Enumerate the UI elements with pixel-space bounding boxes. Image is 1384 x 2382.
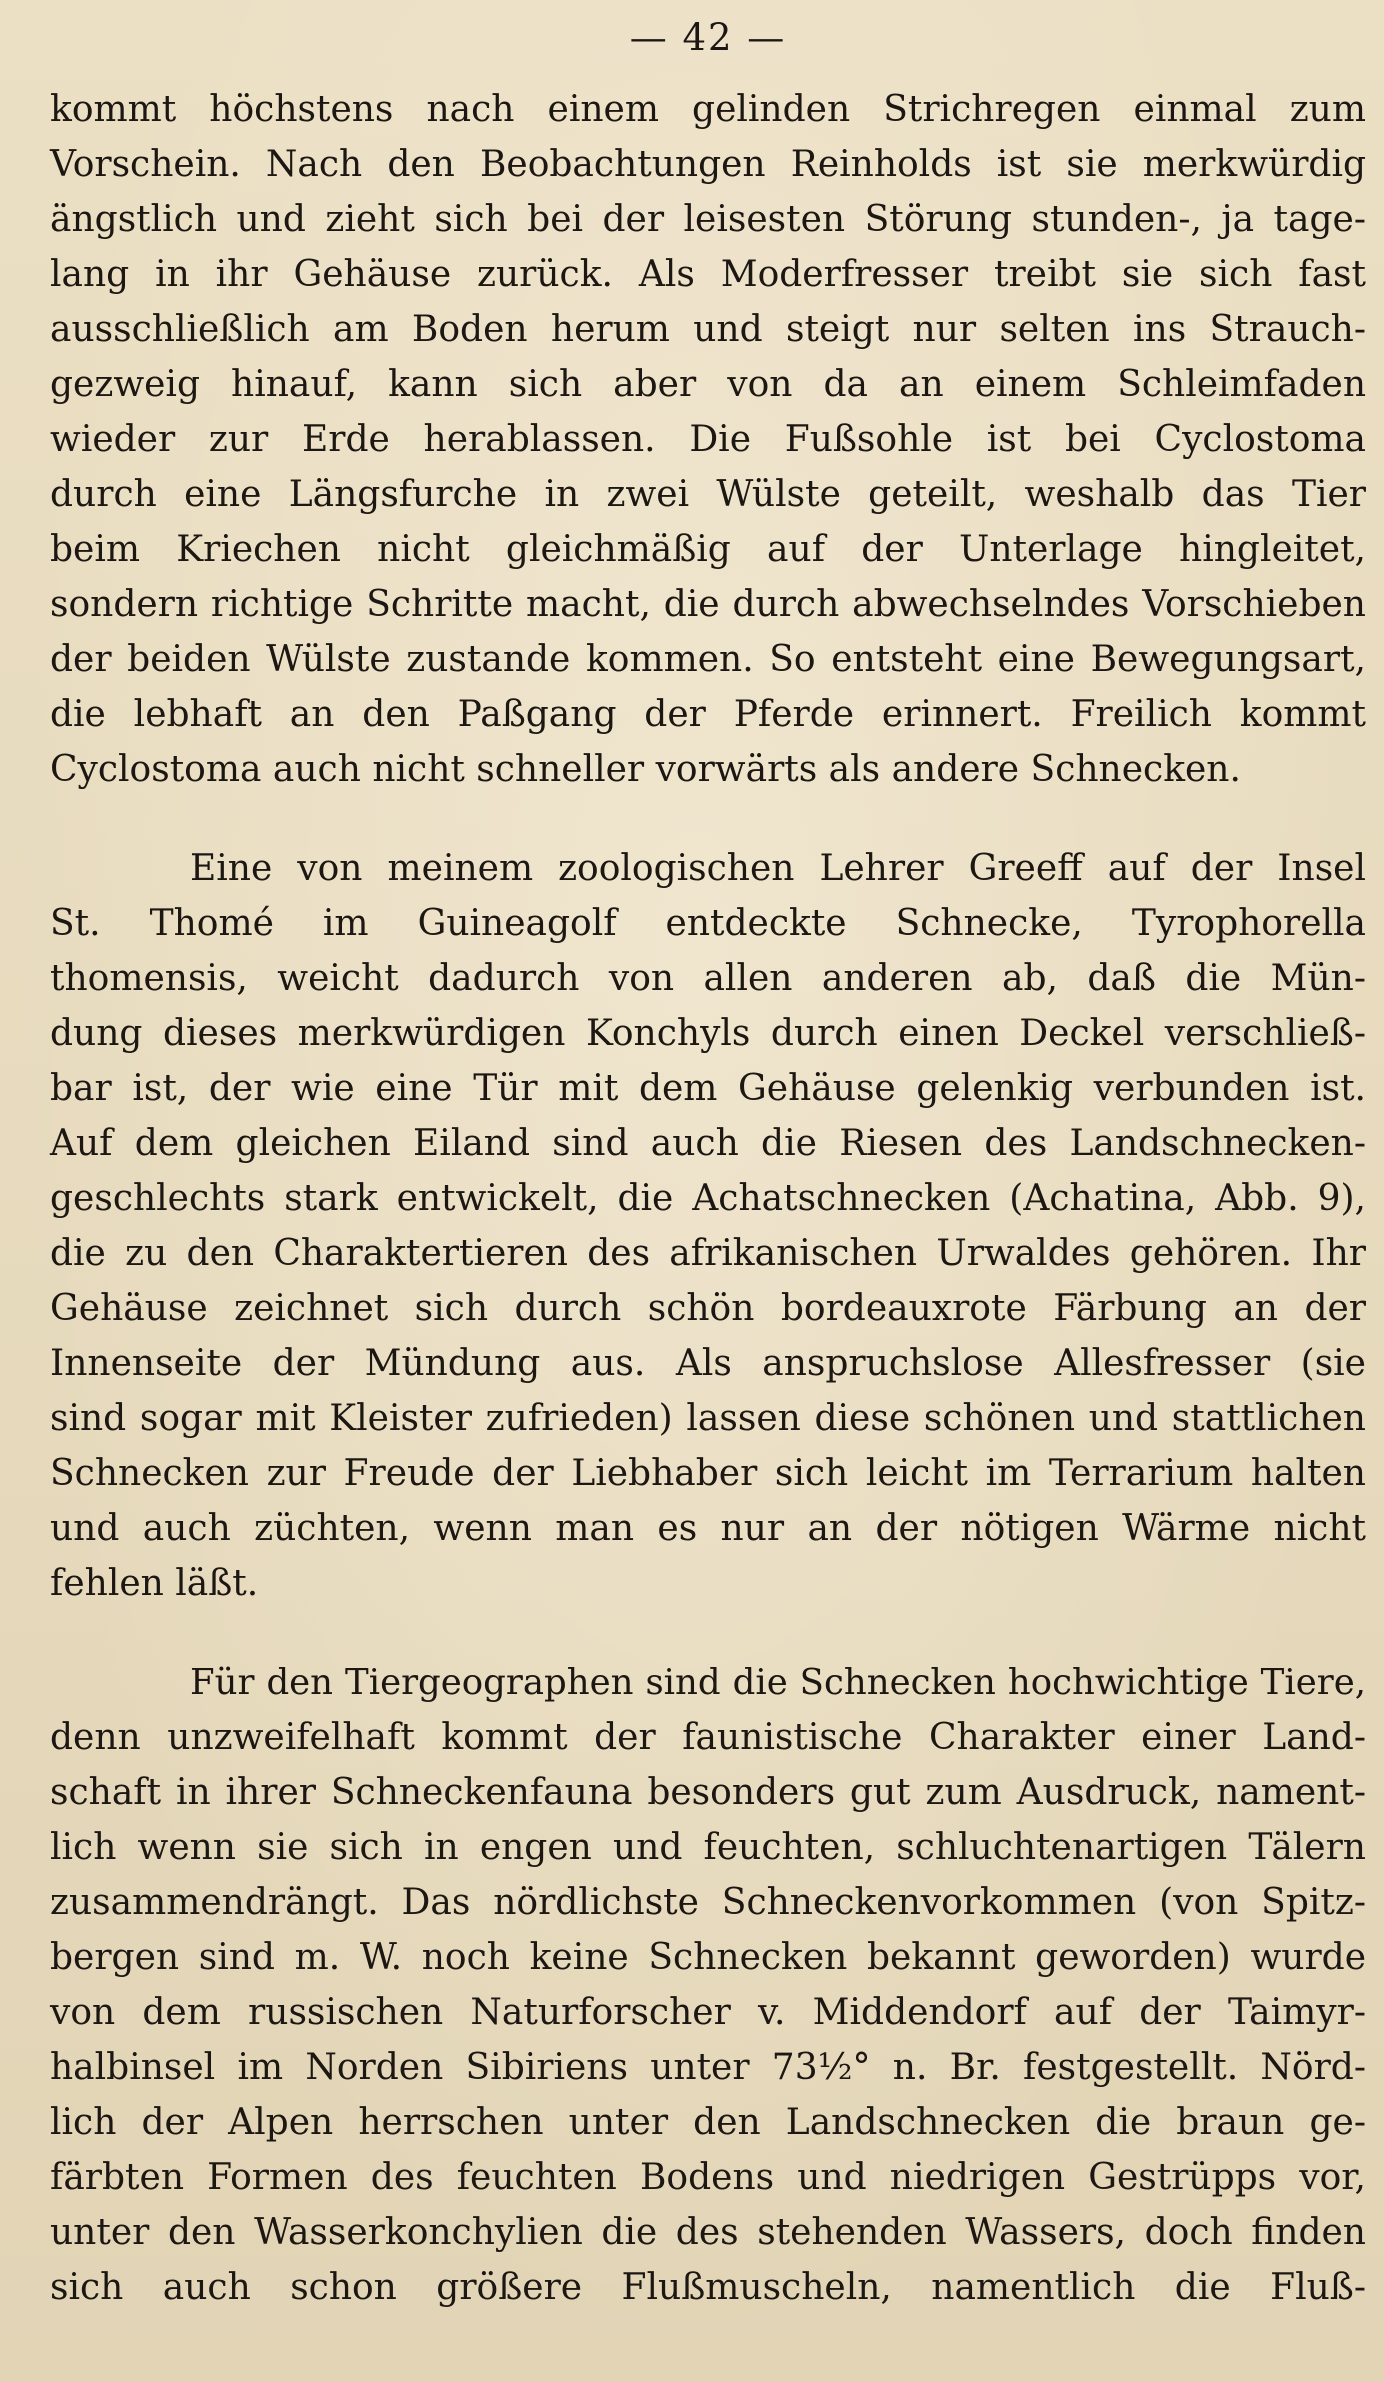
text-line: Eine von meinem zoologischen Lehrer Greeff auf der Insel <box>190 848 1366 889</box>
text-line: unter den Wasserkonchylien die des stehenden Wassers, doch finden <box>50 2212 1366 2253</box>
text-line: lang in ihr Gehäuse zurück. Als Moderfresser treibt sie sich fast <box>50 254 1366 295</box>
text-line: von dem russischen Naturforscher v. Middendorf auf der Taimyr- <box>50 1992 1366 2033</box>
text-line: ausschließlich am Boden herum und steigt nur selten ins Strauch- <box>50 309 1366 350</box>
text-line: die lebhaft an den Paßgang der Pferde erinnert. Freilich kommt <box>50 694 1366 735</box>
text-line: die zu den Charaktertieren des afrikanischen Urwaldes gehören. Ihr <box>50 1233 1366 1274</box>
text-line: gezweig hinauf, kann sich aber von da an einem Schleimfaden <box>50 364 1366 405</box>
text-line: lich der Alpen herrschen unter den Landschnecken die braun ge- <box>50 2102 1366 2143</box>
text-line: lich wenn sie sich in engen und feuchten, schluchtenartigen Tälern <box>50 1827 1366 1868</box>
text-line: schaft in ihrer Schneckenfauna besonders gut zum Ausdruck, nament- <box>50 1772 1366 1813</box>
text-line: beim Kriechen nicht gleichmäßig auf der Unterlage hingleitet, <box>50 529 1366 570</box>
text-line: thomensis, weicht dadurch von allen anderen ab, daß die Mün- <box>50 958 1366 999</box>
text-line: geschlechts stark entwickelt, die Achatschnecken (Achatina, Abb. 9), <box>50 1178 1366 1219</box>
text-line: Vorschein. Nach den Beobachtungen Reinholds ist sie merkwürdig <box>50 144 1366 185</box>
paragraph-1 <box>50 82 1366 797</box>
text-line: sich auch schon größere Flußmuscheln, namentlich die Fluß- <box>50 2267 1366 2308</box>
paragraph-3 <box>50 1655 1366 2315</box>
page-number: — 42 — <box>629 16 787 59</box>
text-line: St. Thomé im Guineagolf entdeckte Schnecke, Tyrophorella <box>50 903 1366 944</box>
text-line: Schnecken zur Freude der Liebhaber sich leicht im Terrarium halten <box>50 1453 1366 1494</box>
text-line: Gehäuse zeichnet sich durch schön bordeauxrote Färbung an der <box>50 1288 1366 1329</box>
text-line: bar ist, der wie eine Tür mit dem Gehäuse gelenkig verbunden ist. <box>50 1068 1366 1109</box>
text-line: halbinsel im Norden Sibiriens unter 73½° n. Br. festgestellt. Nörd- <box>50 2047 1366 2088</box>
paragraph-2 <box>50 841 1366 1611</box>
text-line: fehlen läßt. <box>50 1563 259 1604</box>
text-line: zusammendrängt. Das nördlichste Schneckenvorkommen (von Spitz- <box>50 1882 1366 1923</box>
text-line: durch eine Längsfurche in zwei Wülste geteilt, weshalb das Tier <box>50 474 1366 515</box>
text-line: Für den Tiergeographen sind die Schnecken hochwichtige Tiere, <box>190 1662 1366 1703</box>
text-line: denn unzweifelhaft kommt der faunistische Charakter einer Land- <box>50 1717 1366 1758</box>
text-line: Innenseite der Mündung aus. Als anspruchslose Allesfresser (sie <box>50 1343 1366 1384</box>
text-line: färbten Formen des feuchten Bodens und niedrigen Gestrüpps vor, <box>50 2157 1366 2198</box>
text-line: wieder zur Erde herablassen. Die Fußsohle ist bei Cyclostoma <box>50 419 1366 460</box>
text-line: sondern richtige Schritte macht, die durch abwechselndes Vorschieben <box>50 584 1366 625</box>
text-line: und auch züchten, wenn man es nur an der nötigen Wärme nicht <box>50 1508 1366 1549</box>
text-line: bergen sind m. W. noch keine Schnecken bekannt geworden) wurde <box>50 1937 1366 1978</box>
text-line: dung dieses merkwürdigen Konchyls durch einen Deckel verschließ- <box>50 1013 1366 1054</box>
text-line: sind sogar mit Kleister zufrieden) lassen diese schönen und stattlichen <box>50 1398 1366 1439</box>
text-line: ängstlich und zieht sich bei der leisesten Störung stunden-, ja tage- <box>50 199 1366 240</box>
text-line: Auf dem gleichen Eiland sind auch die Riesen des Landschnecken- <box>50 1123 1366 1164</box>
text-line: Cyclostoma auch nicht schneller vorwärts als andere Schnecken. <box>50 749 1241 790</box>
text-line: kommt höchstens nach einem gelinden Strichregen einmal zum <box>50 89 1366 130</box>
text-line: der beiden Wülste zustande kommen. So entsteht eine Bewegungsart, <box>50 639 1366 680</box>
